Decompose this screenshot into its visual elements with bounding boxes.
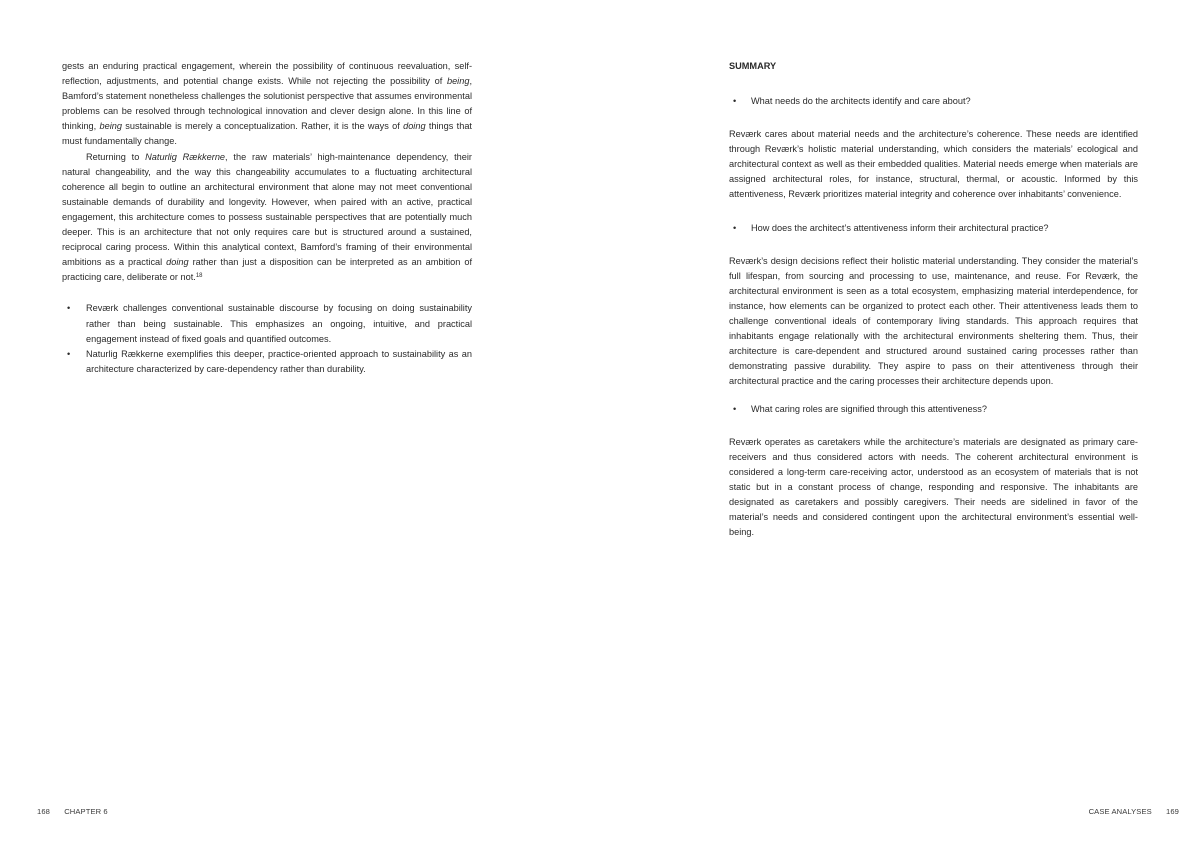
question-1 (729, 94, 1138, 109)
emphasis: being (99, 121, 122, 132)
answer-3: Reværk operates as caretakers while the architecture’s materials are designated as primary care-receivers and thus considered actors with needs. The coherent architectural environment is considered a long-term care-receiving actor, understood as an ecosystem of materials that is not static but in a constant process of change, responding and responsive. The inhabitants are designated as caretakers and possibly caregivers. Their needs are sidelined in favor of the material’s needs and considered contingent upon the architectural environment’s essential well-being. (729, 436, 1138, 538)
question-text: What caring roles are signified through this attentiveness? (751, 403, 987, 414)
list-item (62, 347, 472, 377)
text-run: things that must fundamentally change. (62, 121, 472, 147)
page-number: 168 (37, 807, 50, 816)
list-item (62, 301, 472, 346)
emphasis: being (446, 76, 470, 87)
text-run: , Bamford’s statement nonetheless challenges the solutionist perspective that assumes environmental problems can be resolved through technological innovation and clever design alone. In this line of thinking, (62, 76, 472, 132)
key-points-list (62, 301, 472, 376)
question-text: How does the architect’s attentiveness inform their architectural practice? (751, 222, 1049, 233)
bullet-point: • (733, 403, 737, 414)
list-item-text: Reværk challenges conventional sustainable discourse by focusing on doing sustainability rather than being sustainable. This emphasizes an ongoing, intuitive, and practical engagement instead of fixed goals and quantified outcomes. (86, 303, 472, 344)
text-run: sustainable is merely a conceptualization. Rather, it is the ways of (122, 121, 404, 132)
summary-heading: SUMMARY (729, 61, 777, 71)
text-run: gests an enduring practical engagement, wherein the possibility of continuous reevaluation, self-reflection, adjustments, and potential change exists. While not rejecting the possibility of (62, 61, 472, 87)
answer-1: Reværk cares about material needs and the architecture’s coherence. These needs are identified through Reværk’s holistic material understanding, which considers the materials’ ecological and architectural context as well as their embedded qualities. Material needs emerge when materials are assigned architectural roles, for instance, structural, thermal, or acoustic. Informed by this attentiveness, Reværk prioritizes material integrity and coherence over inhabitants’ convenience. (729, 129, 1138, 200)
paragraph-1 (62, 59, 472, 150)
right-page (600, 0, 1200, 849)
left-footer (37, 807, 108, 816)
chapter-label: CHAPTER 6 (64, 807, 108, 816)
text-run: rather than just a disposition can be interpreted as an ambition of practicing care, deliberate or not. (62, 257, 472, 283)
bullet-point: • (733, 96, 737, 106)
emphasis: doing (403, 121, 426, 132)
question-2 (729, 221, 1138, 236)
bullet-point: • (67, 303, 71, 314)
summary-column (729, 59, 1138, 540)
text-run: , the raw materials’ high-maintenance dependency, their natural changeability, and the way this changeability accumulates to a fluctuating architectural coherence all begin to outline an architectural environment that alone may not meet conventional sustainable demands of durability and longevity. However, when paired with an active, practical engagement, this architecture comes to possess sustainable perspectives that are potentially much deeper. This is an architecture that not only requires care but is structured around a sustained, reciprocal caring process. Within this analytical context, Bamford’s framing of their environmental ambitions as a practical (62, 151, 472, 268)
bullet-point: • (67, 348, 71, 359)
emphasis: Naturlig Rækkerne (145, 151, 226, 162)
question-3 (729, 402, 1138, 417)
section-label: CASE ANALYSES (1088, 807, 1152, 816)
emphasis: doing (166, 257, 189, 268)
answer-2: Reværk’s design decisions reflect their holistic material understanding. They consider the material’s full lifespan, from sourcing and processing to use, maintenance, and reuse. For Reværk, the architectural environment is seen as a total ecosystem, emphasizing material interdependence, for instance, how elements can be organized to protect each other. Their attentiveness leads them to challenge conventional ideals of contemporary living standards. This approach requires that inhabitants engage relationally with the architectural environments sheltering them. Thus, their architecture is care-dependent and structured around sustained caring processes rather than demonstrating passive durability. They aspire to pass on their attentiveness through their architectural practice and the caring processes their architecture depends upon. (729, 255, 1138, 387)
page-number: 169 (1166, 807, 1179, 816)
left-text-column (62, 59, 472, 377)
paragraph-2 (62, 150, 472, 286)
text-run: Returning to (86, 151, 146, 162)
list-item-text: Naturlig Rækkerne exemplifies this deeper, practice-oriented approach to sustainability as an architecture characterized by care-dependency rather than durability. (86, 348, 472, 374)
right-footer (1089, 807, 1179, 816)
question-text: What needs do the architects identify and care about? (751, 96, 971, 106)
footnote-ref: 18 (195, 273, 203, 280)
bullet-point: • (733, 222, 737, 233)
